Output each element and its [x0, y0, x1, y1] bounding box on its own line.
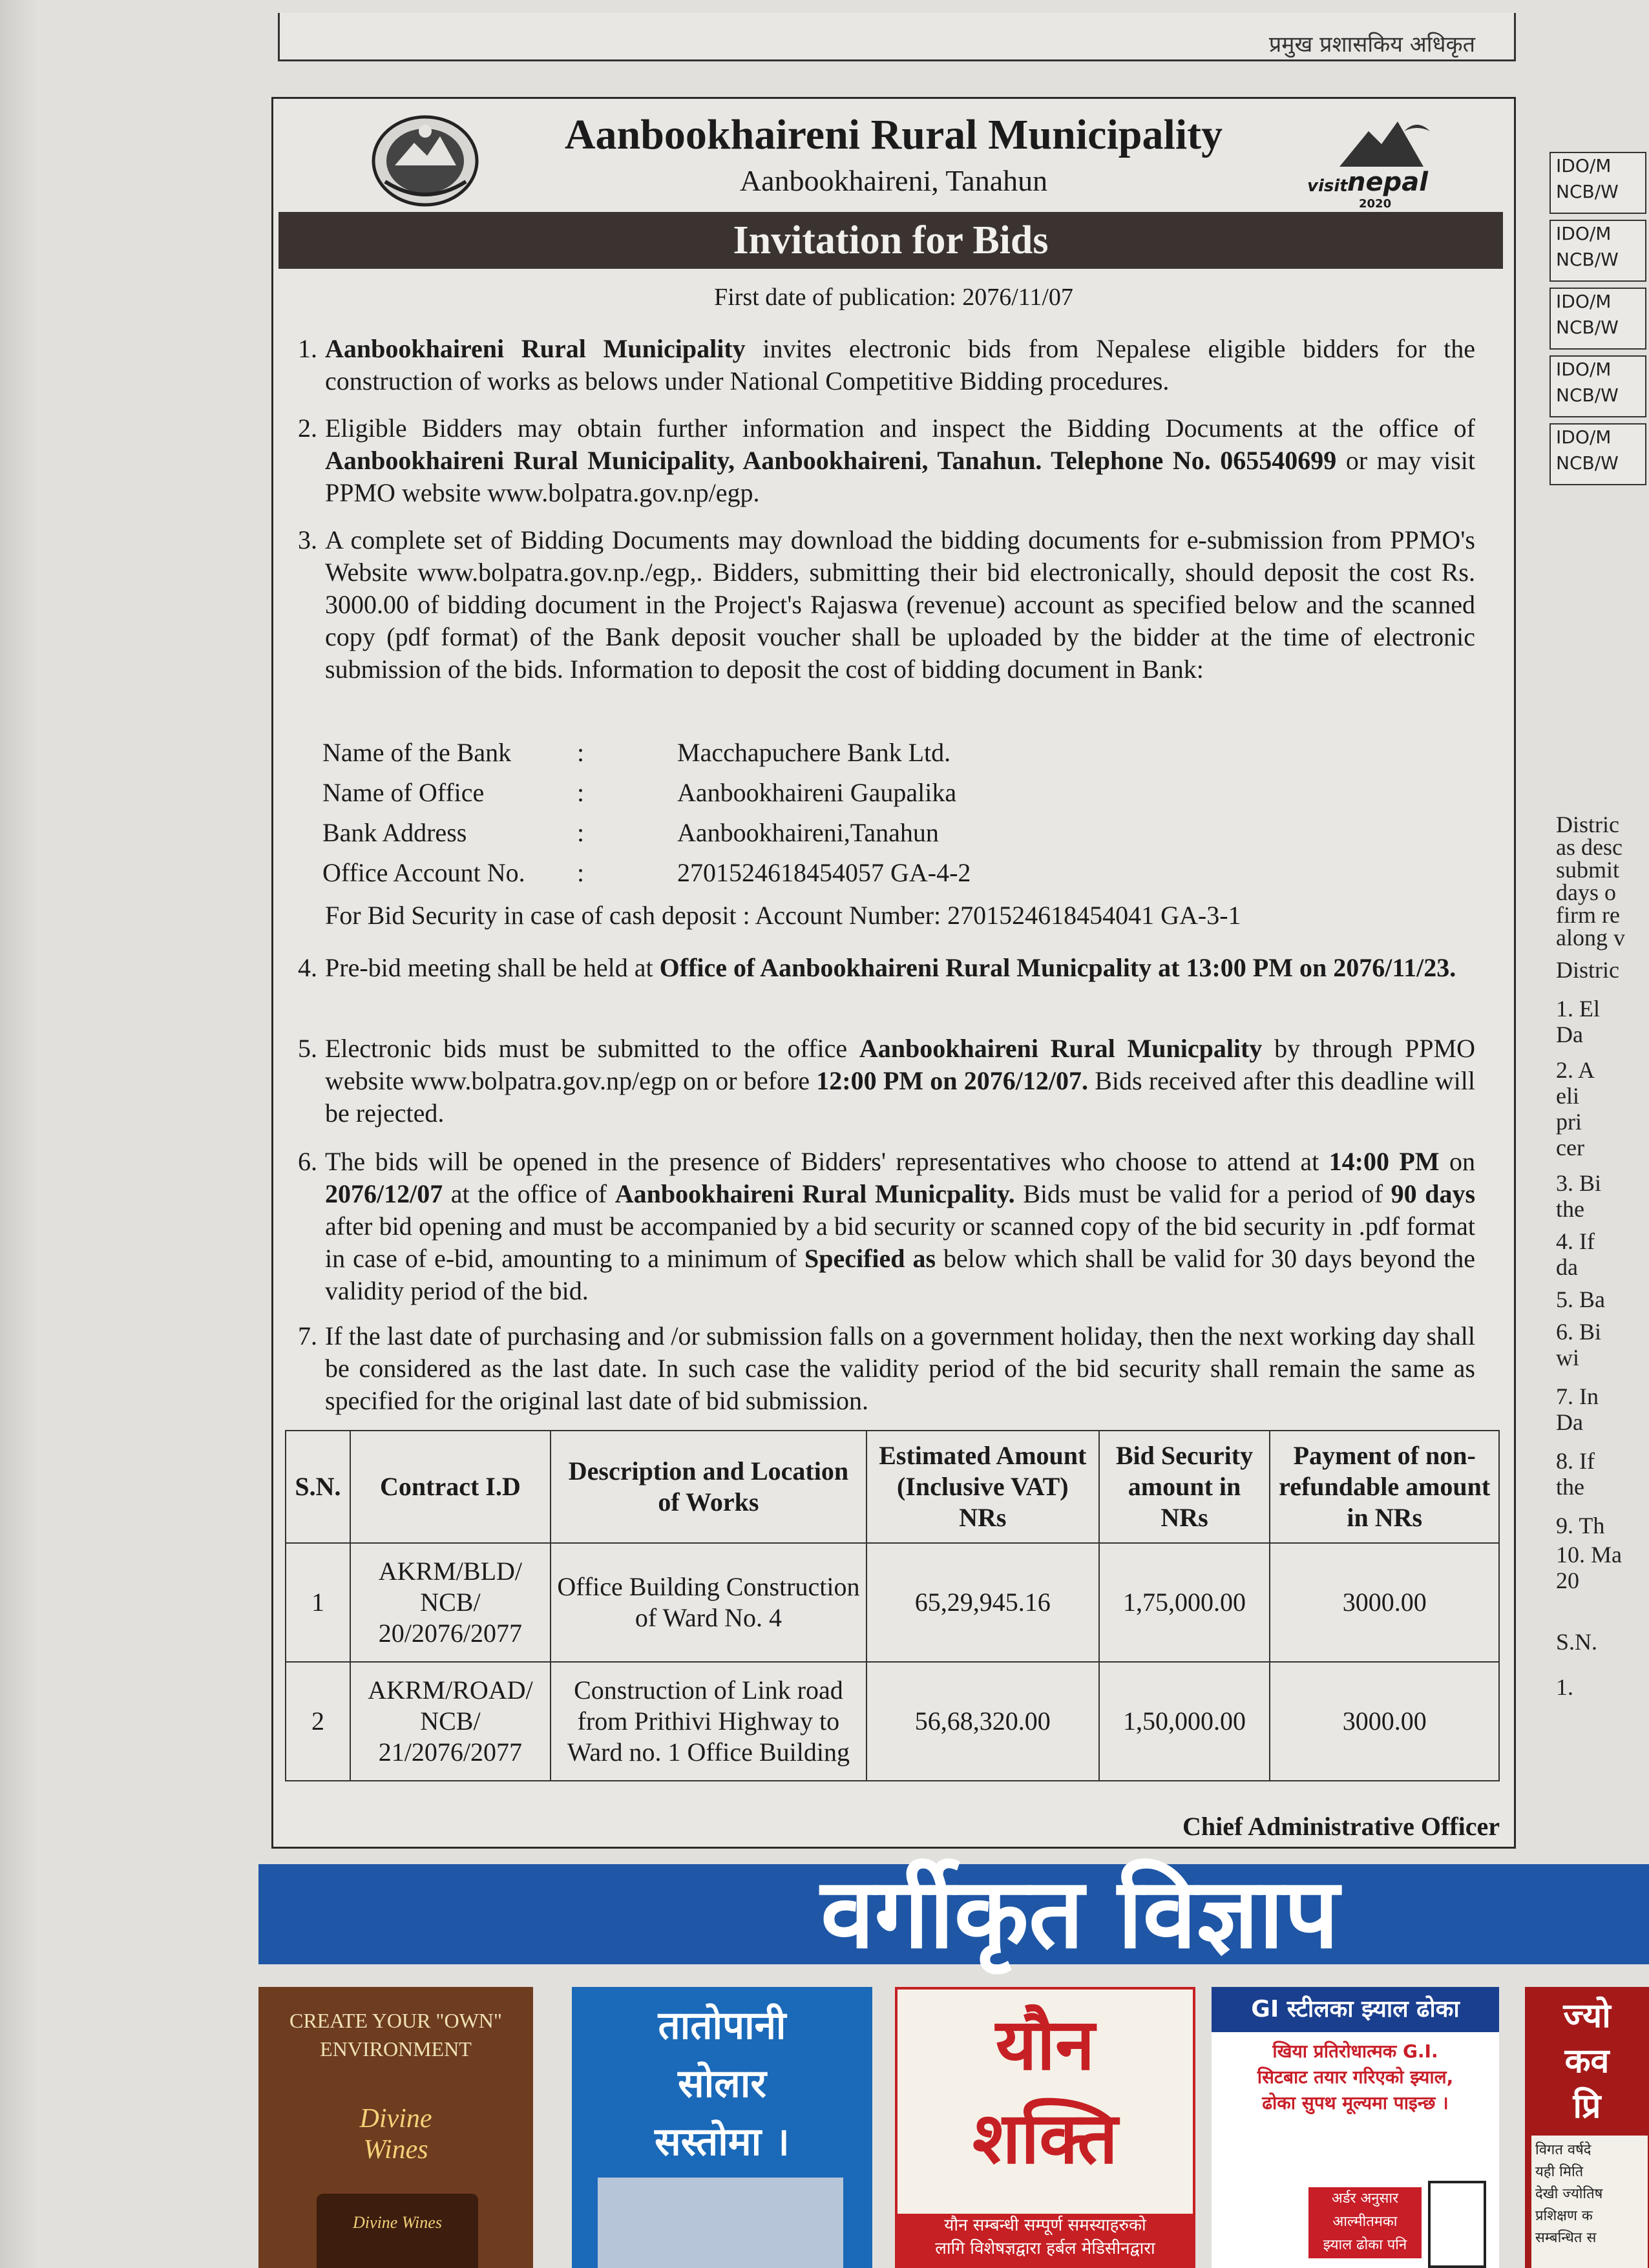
adjacent-text-line: 1.	[1556, 1674, 1573, 1700]
adjacent-text-line: the	[1556, 1196, 1584, 1222]
bank-address-value: Aanbookhaireni,Tanahun	[677, 818, 939, 847]
item-text: Bids received after this deadline will be rejected.	[325, 1066, 1476, 1128]
bank-name-value: Macchapuchere Bank Ltd.	[677, 738, 951, 767]
astrology-line: प्रशिक्षण क	[1535, 2208, 1593, 2224]
column-header: Payment of non-refundable amount in NRs	[1270, 1431, 1499, 1543]
nepal-word: nepal	[1347, 167, 1428, 197]
visit-nepal-logo-icon	[1307, 118, 1443, 215]
bank-colon: :	[577, 778, 585, 807]
bank-label: Name of Office	[322, 778, 485, 807]
adjacent-text-line: 5. Ba	[1556, 1286, 1605, 1312]
adjacent-text-line: wi	[1556, 1345, 1579, 1370]
astrology-line: सम्बन्धित स	[1535, 2230, 1597, 2246]
bank-colon: :	[577, 858, 585, 887]
wine-brand-line: Wines	[363, 2135, 428, 2165]
health-ad	[895, 1987, 1195, 2268]
item-text: at the office of	[443, 1179, 615, 1208]
bid-notice	[271, 97, 1516, 1849]
table-row	[286, 1662, 1499, 1781]
visit-word: visit	[1307, 176, 1348, 196]
gi-ad-title: GI स्टीलका झ्याल ढोका	[1212, 1987, 1499, 2032]
adjacent-text-line: Distric	[1556, 812, 1619, 837]
item-text: Eligible Bidders may obtain further information and inspect the Bidding Documents at the office of	[325, 414, 1475, 443]
cell-bid-security: 1,50,000.00	[1099, 1662, 1270, 1781]
adjacent-text-line: as desc	[1556, 834, 1623, 860]
wine-brand-line: Divine	[359, 2104, 432, 2134]
item-text: on	[1439, 1147, 1475, 1176]
adjacent-table-cell: IDO/M NCB/W	[1549, 355, 1646, 417]
municipality-address: Aanbookhaireni, Tanahun	[739, 164, 1048, 197]
notice-item-1	[298, 333, 1475, 397]
bid-security-account: For Bid Security in case of cash deposit : Account Number: 2701524618454041 GA-3-1	[325, 901, 1241, 930]
column-header: S.N.	[286, 1431, 350, 1543]
adjacent-table-cell: IDO/M NCB/W	[1549, 288, 1646, 350]
column-header: Bid Security amount in NRs	[1099, 1431, 1270, 1543]
adjacent-text-line: S.N.	[1556, 1629, 1598, 1655]
solar-ad-line: सस्तोमा ।	[655, 2119, 790, 2165]
item-number: 3.	[298, 525, 317, 554]
notice-item-5	[298, 1033, 1476, 1129]
item-text: below which shall be valid for 30 days beyond the validity period of the bid.	[325, 1244, 1476, 1305]
astrology-line: विगत वर्षदे	[1535, 2142, 1591, 2158]
item-bold-text: 2076/12/07	[325, 1179, 443, 1208]
item-bold-text: Aanbookhaireni Rural Municpality	[859, 1034, 1263, 1063]
gi-ad-line: खिया प्रतिरोधात्मक G.I.	[1272, 2041, 1438, 2062]
item-text: after bid opening and must be accompanied by a bid security or scanned copy of the bid security in .pdf format in case of e-bid, amounting to a minimum of	[325, 1212, 1475, 1273]
astrology-ad-title	[1525, 1993, 1649, 2129]
previous-notice-strip	[278, 13, 1516, 61]
astrology-line: देखी ज्योतिष	[1535, 2186, 1603, 2202]
office-name-value: Aanbookhaireni Gaupalika	[677, 778, 957, 807]
item-text: Bids must be valid for a period of	[1014, 1179, 1391, 1208]
adjacent-text-line: eli	[1556, 1083, 1579, 1109]
door-icon	[1428, 2181, 1486, 2268]
gi-ad-body	[1218, 2039, 1493, 2116]
adjacent-text-line: Distric	[1556, 957, 1619, 983]
classified-ads-banner	[258, 1858, 1649, 1970]
adjacent-text-line: cer	[1556, 1135, 1584, 1160]
adjacent-text-line: 3. Bi	[1556, 1170, 1602, 1196]
adjacent-text-line: Da	[1556, 1409, 1583, 1435]
cell-estimated-amount: 65,29,945.16	[867, 1543, 1099, 1662]
item-number: 2.	[298, 414, 317, 443]
cell-payment: 3000.00	[1270, 1662, 1499, 1781]
column-header: Description and Location of Works	[551, 1431, 867, 1543]
gi-order-line: झ्याल ढोका पनि	[1323, 2237, 1407, 2253]
astrology-line: यही मिति	[1535, 2164, 1584, 2180]
item-text: invites electronic bids from Nepalese eligible bidders for the construction of works as belows under National Competitive Bidding procedures.	[325, 334, 1475, 395]
item-bold-text: 14:00 PM	[1329, 1147, 1440, 1176]
notice-item-6	[298, 1146, 1476, 1307]
gi-door-ad	[1212, 1987, 1499, 2268]
item-text: Pre-bid meeting shall be held at	[325, 953, 660, 982]
notice-item-3	[298, 524, 1475, 686]
publication-date: First date of publication: 2076/11/07	[714, 284, 1073, 311]
adjacent-text-line: 1. El	[1556, 996, 1600, 1022]
item-text: by through PPMO website www.bolpatra.gov.np/egp on or before	[325, 1034, 1475, 1095]
wine-bottle-icon	[317, 2194, 478, 2268]
adjacent-text-line: 4. If	[1556, 1228, 1595, 1254]
item-text: A complete set of Bidding Documents may download the bidding documents for e-submission from PPMO's Website www.bolpatra.gov.np./egp,. Bidders, submitting their bid electronically, should deposit the cost Rs. 3000.00 of bidding document in the Project's Rajaswa (revenue) account as specified below and the scanned copy (pdf format) of the Bank deposit voucher shall be uploaded by the bidder at the time of electronic submission of the bids. Information to deposit the cost of bidding document in Bank:	[325, 525, 1475, 684]
item-bold-text: Aanbookhaireni Rural Municpality.	[614, 1179, 1015, 1208]
health-ad-line: शक्ति	[972, 2097, 1118, 2179]
item-bold-text: Specified as	[804, 1244, 936, 1273]
item-number: 5.	[298, 1034, 317, 1063]
item-number: 6.	[298, 1147, 317, 1176]
adjacent-text-line: 7. In	[1556, 1383, 1599, 1409]
item-text: or may visit PPMO website www.bolpatra.gov.np/egp.	[325, 446, 1476, 507]
municipality-name: Aanbookhaireni Rural Municipality	[564, 111, 1223, 158]
gi-ad-line: ढोका सुपथ मूल्यमा पाइन्छ ।	[1262, 2092, 1449, 2114]
table-header-row	[286, 1431, 1499, 1543]
adjacent-text-line: 6. Bi	[1556, 1319, 1602, 1345]
page-fold	[0, 0, 39, 2268]
health-ad-footer-line: यौन सम्बन्धी सम्पूर्ण समस्याहरुको	[944, 2216, 1146, 2235]
adjacent-notice-column	[1531, 0, 1649, 1938]
astrology-ad-body	[1531, 2136, 1648, 2268]
item-text: The bids will be opened in the presence of Bidders' representatives who choose to attend at	[325, 1147, 1329, 1176]
cell-sn: 2	[286, 1662, 350, 1781]
previous-notice-signature: प्रमुख प्रशासकिय अधिकृत	[1268, 32, 1475, 58]
table-row	[286, 1543, 1499, 1662]
cell-payment: 3000.00	[1270, 1543, 1499, 1662]
health-ad-footer-line: लागि विशेषज्ञद्वारा हर्बल मेडिसीनद्वारा	[935, 2239, 1155, 2258]
gi-order-line: आल्मीतमका	[1332, 2214, 1398, 2230]
adjacent-text-line: 20	[1556, 1568, 1579, 1593]
gi-ad-line: सिटबाट तयार गरिएको झ्याल,	[1257, 2066, 1454, 2088]
health-ad-footer	[898, 2214, 1193, 2265]
adjacent-text-line: the	[1556, 1474, 1584, 1500]
solar-ad-line: तातोपानी	[658, 2003, 786, 2048]
cell-estimated-amount: 56,68,320.00	[867, 1662, 1099, 1781]
wine-ad-tagline	[258, 2006, 533, 2063]
astrology-ad	[1525, 1987, 1649, 2268]
item-number: 7.	[298, 1321, 317, 1350]
bank-label: Name of the Bank	[322, 738, 512, 767]
office-account-value: 2701524618454057 GA-4-2	[677, 858, 971, 887]
item-bold-text: Aanbookhaireni Rural Municipality, Aanbookhaireni, Tanahun. Telephone No. 065540699	[325, 446, 1337, 475]
signature-title: Chief Administrative Officer	[1182, 1812, 1500, 1841]
item-bold-text: Office of Aanbookhaireni Rural Municpality at 13:00 PM on 2076/11/23.	[659, 953, 1456, 982]
adjacent-text-line: submit	[1556, 857, 1620, 883]
solar-ad	[572, 1987, 872, 2268]
bank-colon: :	[577, 818, 585, 847]
cell-contract-id: AKRM/BLD/ NCB/ 20/2076/2077	[350, 1543, 551, 1662]
classified-ads-title: वर्गीकृत विज्ञाप	[821, 1858, 1339, 1970]
astrology-title-line: ज्यो	[1563, 1997, 1611, 2035]
column-header: Estimated Amount (Inclusive VAT) NRs	[867, 1431, 1099, 1543]
bank-colon: :	[577, 738, 585, 767]
bank-label: Office Account No.	[322, 858, 525, 887]
adjacent-text-line: along v	[1556, 925, 1625, 950]
health-ad-line: यौन	[995, 2003, 1095, 2086]
adjacent-text-line: 8. If	[1556, 1448, 1595, 1474]
adjacent-text-line: pri	[1556, 1109, 1582, 1135]
astrology-title-line: कव	[1564, 2042, 1610, 2081]
notice-banner: Invitation for Bids	[278, 212, 1503, 269]
astrology-title-line: प्रि	[1573, 2087, 1601, 2126]
adjacent-text-line: 10. Ma	[1556, 1542, 1622, 1568]
item-bold-text: 12:00 PM on 2076/12/07.	[816, 1066, 1088, 1095]
item-number: 4.	[298, 953, 317, 982]
column-header: Contract I.D	[350, 1431, 551, 1543]
solar-heater-icon	[598, 2178, 843, 2268]
wine-ad	[258, 1987, 533, 2268]
cell-description: Office Building Construction of Ward No. 4	[551, 1543, 867, 1662]
bank-label: Bank Address	[322, 818, 467, 847]
wine-ad-brand	[258, 2103, 533, 2165]
item-bold-text: 90 days	[1391, 1179, 1476, 1208]
adjacent-text-line: 9. Th	[1556, 1513, 1605, 1538]
bottle-label: Divine Wines	[353, 2213, 442, 2232]
solar-ad-line: सोलार	[678, 2061, 766, 2106]
cell-bid-security: 1,75,000.00	[1099, 1543, 1270, 1662]
adjacent-table-cell: IDO/M NCB/W	[1549, 220, 1646, 282]
gi-order-line: अर्डर अनुसार	[1331, 2190, 1399, 2207]
notice-item-4	[298, 952, 1475, 984]
bids-table	[285, 1430, 1500, 1781]
adjacent-text-line: 2. A	[1556, 1057, 1595, 1083]
item-bold-text: Aanbookhaireni Rural Municipality	[325, 334, 746, 363]
item-text: If the last date of purchasing and /or submission falls on a government holiday, then the next working day shall be considered as the last date. In such case the validity period of the bid security shall remain the same as specified for the original last date of bid submission.	[325, 1321, 1475, 1415]
adjacent-text-line: days o	[1556, 879, 1616, 905]
adjacent-text-line: Da	[1556, 1022, 1583, 1047]
visit-year: 2020	[1359, 197, 1392, 211]
wine-ad-line: ENVIRONMENT	[320, 2037, 472, 2061]
cell-sn: 1	[286, 1543, 350, 1662]
wine-ad-line: CREATE YOUR "OWN"	[289, 2009, 502, 2032]
adjacent-table-cell: IDO/M NCB/W	[1549, 152, 1646, 214]
adjacent-text-line: firm re	[1556, 902, 1620, 928]
notice-item-7	[298, 1320, 1475, 1417]
cell-description: Construction of Link road from Prithivi Highway to Ward no. 1 Office Building	[551, 1662, 867, 1781]
item-text: Electronic bids must be submitted to the office	[325, 1034, 859, 1063]
item-number: 1.	[298, 334, 317, 363]
gi-ad-order-box	[1308, 2187, 1422, 2258]
notice-item-2	[298, 412, 1476, 509]
cell-contract-id: AKRM/ROAD/ NCB/ 21/2076/2077	[350, 1662, 551, 1781]
adjacent-text-line: da	[1556, 1254, 1578, 1280]
adjacent-table-cell: IDO/M NCB/W	[1549, 423, 1646, 485]
